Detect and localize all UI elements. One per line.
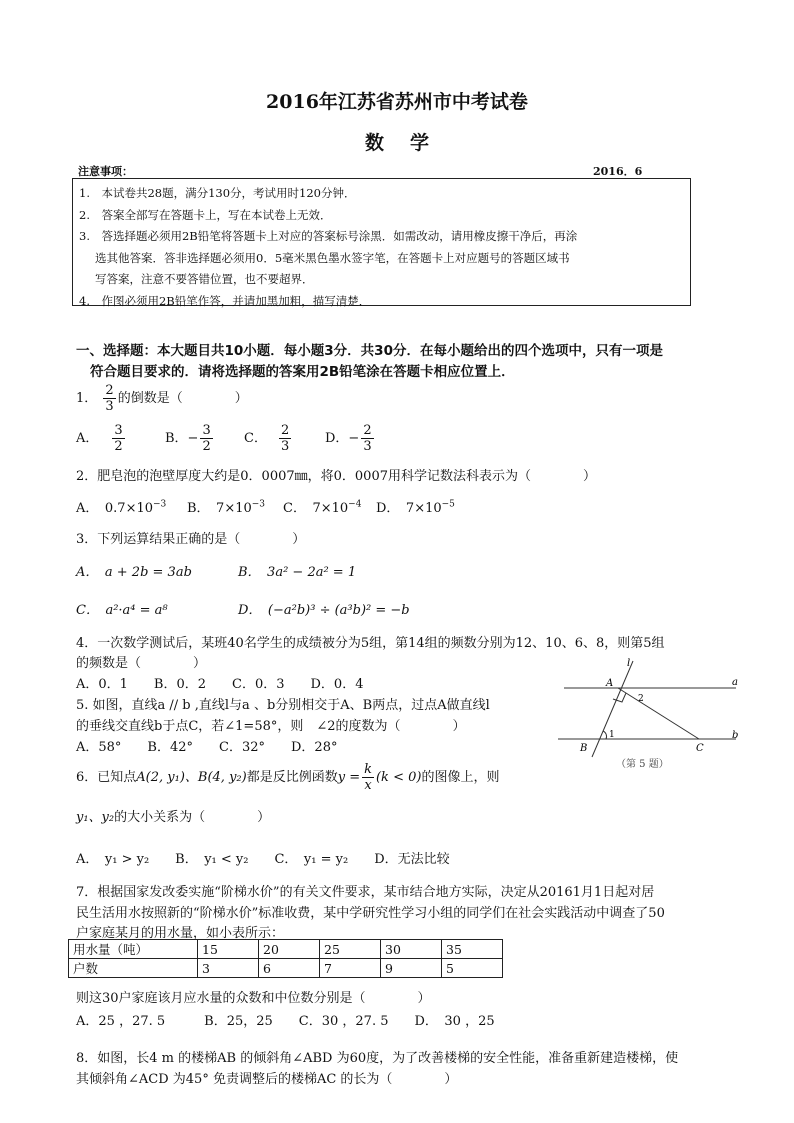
q6-func-condition: (k < 0): [375, 770, 422, 785]
q1-option-c: C． $\frac{2}{3}$: [244, 423, 290, 454]
table-cell: 15: [198, 940, 259, 959]
question-8-line-2: 其倾斜角∠ACD 为45° 免责调整后的楼梯AC 的长为（ ）: [76, 1072, 458, 1087]
label-C: C: [696, 743, 704, 754]
q3-option-b: B． 3a² − 2a² = 1: [238, 565, 357, 580]
line-l: [592, 661, 633, 757]
question-7-line-3: 户家庭某月的用水量，如小表所示：: [76, 926, 285, 941]
q1-fraction: [103, 383, 115, 414]
table-cell: 用水量（吨）: [69, 940, 198, 959]
notes-label: 注意事项：: [78, 165, 133, 178]
question-7-line-4: 则这30户家庭该月应水量的众数和中位数分别是（ ）: [76, 991, 431, 1006]
q1-option-b: B．− $\frac{3}{2}$: [165, 423, 211, 454]
question-8-line-1: 8．如图，长4 m 的楼梯AB 的倾斜角∠ABD 为60度，为了改善楼梯的安全性能，准备重新建造楼梯，使: [76, 1051, 679, 1066]
label-2: 2: [638, 694, 644, 704]
note-line: 1. 本试卷共28题，满分130分，考试用时120分钟．: [79, 186, 356, 200]
q1-option-d: D．− $\frac{2}{3}$: [325, 423, 372, 454]
table-cell: 3: [198, 959, 259, 978]
q6-func-y: y =: [337, 770, 361, 785]
question-6-line-2: [76, 806, 270, 825]
question-5-line-1: 5. 如图，直线a // b ,直线l与a 、b分别相交于A、B两点，过点A做直线l: [76, 698, 490, 713]
note-line: 2. 答案全部写在答题卡上，写在本试卷上无效．: [79, 207, 332, 222]
table-cell: 5: [442, 959, 503, 978]
note-line: 选其他答案．答非选择题必须用0．5毫米黑色墨水签字笔，在答题卡上对应题号的答题区域书: [95, 250, 570, 265]
q6-options: A． y₁ > y₂ B． y₁ < y₂ C． y₁ = y₂ D．无法比较: [76, 852, 450, 867]
table-cell: 30: [381, 940, 442, 959]
q3-option-a: A． a + 2b = 3ab: [76, 565, 192, 580]
label-1: 1: [609, 730, 615, 740]
question-1: [76, 383, 248, 414]
figure-caption: （第 5 题）: [616, 759, 669, 769]
q6-func-denominator: x: [364, 778, 372, 793]
question-4-line-2: 的频数是（ ）: [76, 656, 207, 671]
angle-1-arc: [603, 731, 607, 739]
note-line: 写答案，注意不要答错位置，也不要超界．: [95, 272, 314, 286]
table-cell: 9: [381, 959, 442, 978]
q4-options: A．0．1 B．0．2 C．0．3 D．0．4: [76, 677, 364, 692]
q6-text-b: 都是反比例函数: [246, 770, 338, 785]
exam-date: 2016．6: [593, 165, 643, 178]
numerator: 2: [105, 383, 114, 398]
q7-table: [68, 939, 503, 978]
note-line: 3. 答选择题必须用2B铅笔将答题卡上对应的答案标号涂黑．如需改动，请用橡皮擦干净后，再涂: [79, 229, 578, 243]
right-angle-mark: [613, 693, 626, 702]
q6-func-numerator: k: [364, 762, 372, 777]
section-heading: [76, 341, 716, 383]
subject-title: 数学: [364, 132, 455, 154]
segment-ac: [618, 688, 699, 739]
section-line-2: 符合题目要求的．请将选择题的答案用2B铅笔涂在答题卡相应位置上．: [90, 364, 515, 380]
denominator: 3: [105, 399, 114, 414]
label-B: B: [580, 743, 588, 754]
table-cell: 20: [259, 940, 320, 959]
exam-title: 2016年江苏省苏州市中考试卷: [266, 91, 528, 113]
note-line: 4. 作图必须用2B铅笔作答，并请加黑加粗，描写清楚．: [79, 293, 371, 308]
q3-option-d: D． (−a²b)³ ÷ (a³b)² = −b: [238, 603, 410, 618]
q6-text-c: 的图像上，则: [421, 770, 500, 785]
q2-option-b: B． $7\times 10^{-3}$: [187, 499, 266, 516]
table-cell: 户数: [69, 959, 198, 978]
question-7-line-1: 7．根据国家发改委实施“阶梯水价”的有关文件要求，某市结合地方实际，决定从20161月1日起对居: [76, 885, 655, 900]
question-7-line-2: 民生活用水按照新的“阶梯水价”标准收费，某中学研究性学习小组的同学们在社会实践活动中调查了50: [76, 906, 665, 921]
q6-vars: y₁、y₂: [76, 810, 115, 825]
label-b: b: [732, 730, 739, 741]
q2-option-d: D． $7\times 10^{-5}$: [376, 499, 455, 516]
table-cell: 7: [320, 959, 381, 978]
table-row: [69, 940, 503, 959]
table-cell: 25: [320, 940, 381, 959]
q6-text-a: 6．已知点: [76, 770, 137, 785]
table-row: [69, 959, 503, 978]
q6-points: A(2, y₁)、B(4, y₂): [136, 770, 247, 785]
question-3: 3．下列运算结果正确的是（ ）: [76, 532, 306, 547]
q1-number: 1．: [76, 391, 98, 406]
table-cell: 6: [259, 959, 320, 978]
label-a: a: [732, 677, 738, 688]
q1-option-a: A． $\frac{3}{2}$: [76, 423, 123, 454]
q3-option-c: C． a²·a⁴ = a⁸: [76, 603, 168, 618]
q6-text-d: 的大小关系为（ ）: [114, 810, 271, 825]
table-cell: 35: [442, 940, 503, 959]
q7-options: A．25 ，27. 5 B．25，25 C．30 ，27. 5 D． 30 ，25: [76, 1014, 495, 1029]
question-4-line-1: 4．一次数学测试后，某班40名学生的成绩被分为5组，第14组的频数分别为12、10、6、8，则第5组: [76, 636, 665, 651]
section-line-1: 一、选择题：本大题目共10小题．每小题3分．共30分．在每小题给出的四个选项中，只有一项是: [76, 343, 663, 359]
label-A: A: [606, 678, 614, 689]
q5-options: A．58° B．42° C．32° D．28°: [76, 740, 338, 755]
q2-option-a: A． $0.7\times 10^{-3}$: [76, 499, 167, 516]
notes-box: [72, 178, 691, 306]
q1-text: 的倒数是（ ）: [117, 391, 248, 406]
q5-figure: [556, 657, 742, 769]
q2-option-c: C． $7\times 10^{-4}$: [283, 499, 362, 516]
question-5-line-2: 的垂线交直线b于点C，若∠1=58°，则 ∠2的度数为（ ）: [76, 719, 466, 734]
question-6-line-1: [76, 762, 499, 793]
question-2: 2．肥皂泡的泡壁厚度大约是0．0007㎜，将0．0007用科学记数法科表示为（ ）: [76, 469, 596, 484]
label-l: l: [627, 658, 631, 669]
